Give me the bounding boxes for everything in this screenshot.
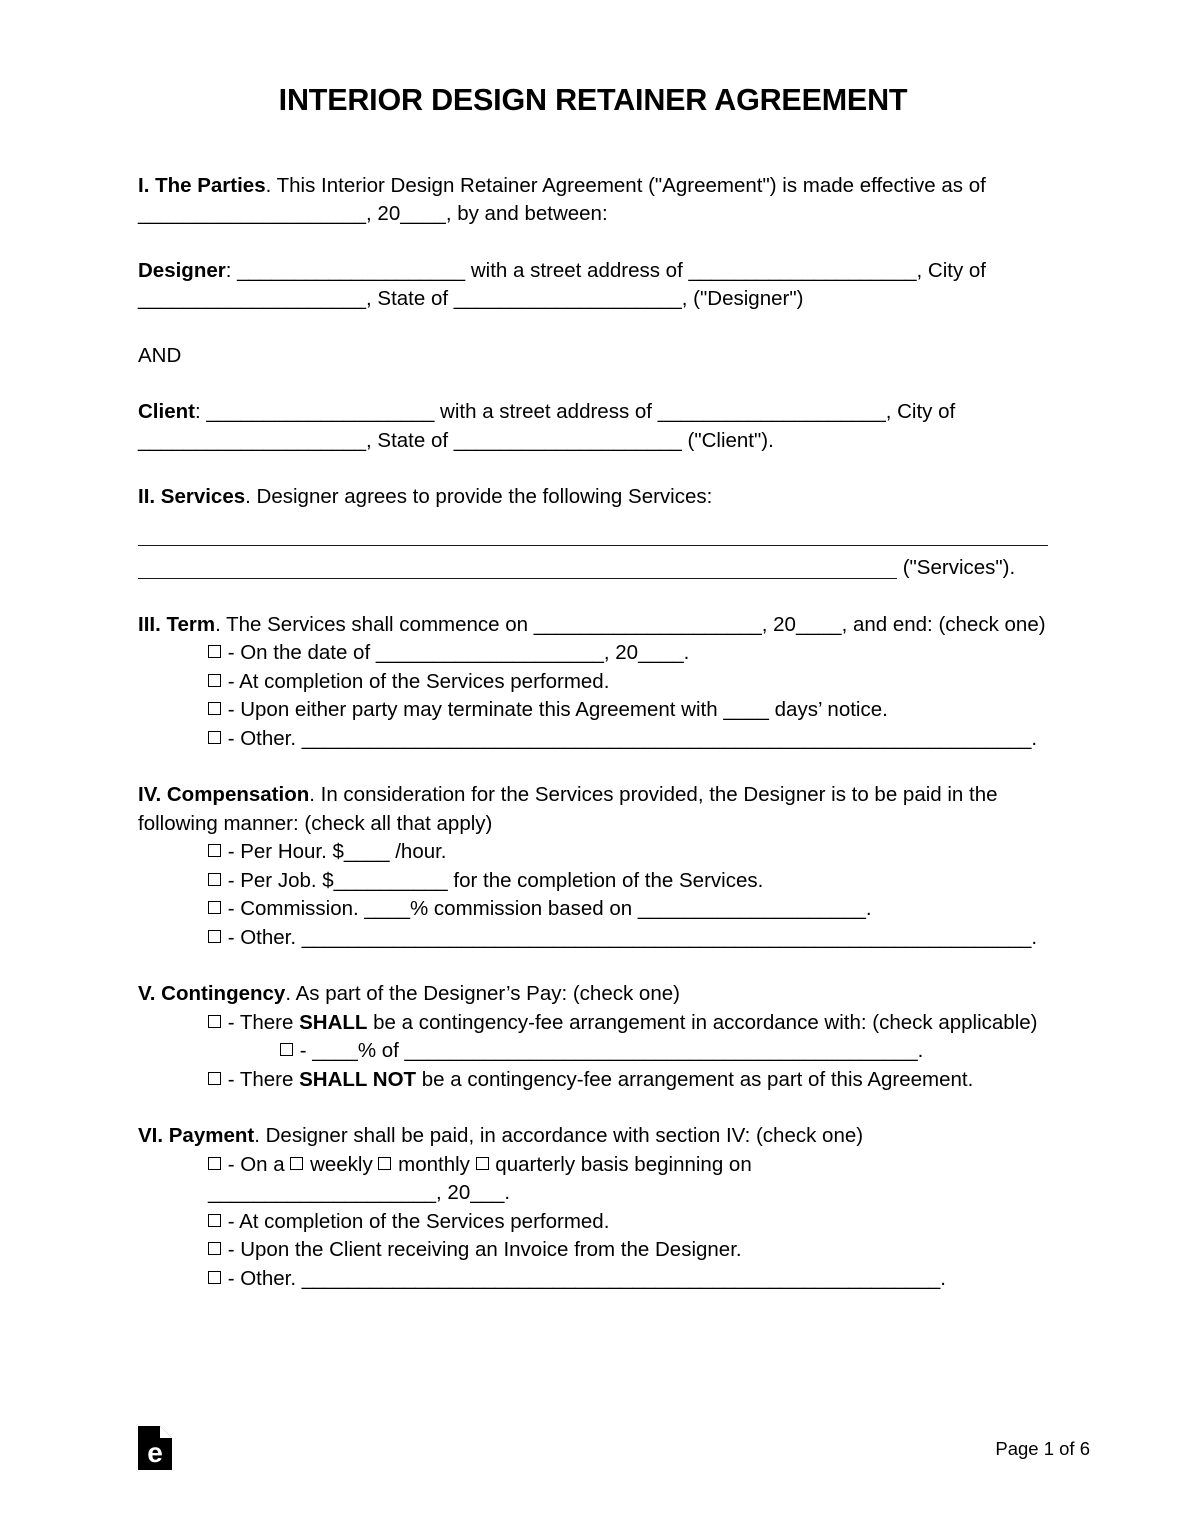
- contingency-intro-text: . As part of the Designer’s Pay: (check one): [285, 982, 680, 1006]
- payment-option-1[interactable]: [138, 1151, 1048, 1180]
- contingency-shallnot-pre: - There: [227, 1067, 300, 1091]
- services-suffix: ("Services").: [897, 556, 1016, 580]
- term-intro-text: . The Services shall commence on ____________________, 20____, and end: (check one): [215, 612, 1046, 636]
- eforms-logo-icon: [138, 1426, 172, 1470]
- section-term: [138, 611, 1048, 640]
- checkbox-icon-monthly[interactable]: [378, 1157, 391, 1170]
- designer-label: Designer: [138, 258, 226, 282]
- client-fields-text: : ____________________ with a street address of ____________________, City of ____________________, State of ____________________ ("Client").: [138, 400, 956, 452]
- contingency-sub-option-label: - ____% of _____________________________________________.: [299, 1039, 924, 1063]
- checkbox-icon-weekly[interactable]: [290, 1157, 303, 1170]
- services-blank-line-1: [138, 526, 1048, 555]
- parties-body-text: . This Interior Design Retainer Agreement ("Agreement") is made effective as of ____________________, 20____, by and between:: [138, 173, 986, 226]
- page-number: Page 1 of 6: [995, 1438, 1090, 1459]
- compensation-option-1[interactable]: [138, 838, 1048, 867]
- compensation-option-1-label: - Per Hour. $____ /hour.: [227, 840, 447, 864]
- payment-option-1-lead: - On a: [227, 1152, 291, 1176]
- term-option-2[interactable]: [138, 668, 1048, 697]
- checkbox-icon[interactable]: [208, 1072, 221, 1085]
- contingency-option-shall[interactable]: [138, 1009, 1048, 1038]
- document-body: [138, 0, 1048, 1293]
- checkbox-icon[interactable]: [208, 1214, 221, 1227]
- checkbox-icon[interactable]: [208, 901, 221, 914]
- designer-fields-text: : ____________________ with a street address of ____________________, City of ____________________, State of ____________________, ("Designer"): [138, 258, 986, 311]
- contingency-shallnot-emphasis: SHALL NOT: [299, 1067, 417, 1091]
- svg-text:e: e: [147, 1437, 163, 1468]
- section-heading-services: II. Services: [138, 485, 246, 509]
- section-heading-compensation: IV. Compensation: [138, 783, 310, 807]
- checkbox-icon[interactable]: [208, 1015, 221, 1028]
- payment-option-3-label: - Upon the Client receiving an Invoice from the Designer.: [227, 1238, 742, 1262]
- checkbox-icon[interactable]: [208, 930, 221, 943]
- payment-quarterly-label: quarterly basis beginning on: [489, 1152, 752, 1176]
- contingency-sub-option[interactable]: [138, 1037, 1048, 1066]
- section-services: [138, 483, 1048, 512]
- section-heading-payment: VI. Payment: [138, 1124, 255, 1148]
- compensation-intro-text: . In consideration for the Services provided, the Designer is to be paid in the following manner: (check all that apply): [138, 783, 998, 835]
- checkbox-icon[interactable]: [208, 731, 221, 744]
- section-compensation: [138, 781, 1048, 838]
- services-rule-1: [138, 545, 1048, 546]
- payment-option-1-continuation: ____________________, 20___.: [208, 1181, 511, 1205]
- term-option-1[interactable]: [138, 639, 1048, 668]
- payment-option-2[interactable]: [138, 1208, 1048, 1237]
- checkbox-icon[interactable]: [208, 873, 221, 886]
- services-blank-line-2: [138, 554, 1048, 583]
- compensation-option-2-label: - Per Job. $__________ for the completion of the Services.: [227, 868, 764, 892]
- compensation-option-4-label: - Other. ________________________________________________________________.: [227, 925, 1038, 949]
- section-heading-term: III. Term: [138, 612, 216, 636]
- contingency-shall-pre: - There: [227, 1010, 300, 1034]
- section-payment: [138, 1122, 1048, 1151]
- payment-option-4-label: - Other. ________________________________________________________.: [227, 1266, 946, 1290]
- payment-monthly-label: monthly: [392, 1152, 476, 1176]
- checkbox-icon-quarterly[interactable]: [476, 1157, 489, 1170]
- page-footer: [138, 1426, 1090, 1496]
- checkbox-icon[interactable]: [208, 1242, 221, 1255]
- payment-option-2-label: - At completion of the Services performed.: [227, 1209, 610, 1233]
- services-rule-2: [138, 578, 897, 579]
- compensation-option-2[interactable]: [138, 867, 1048, 896]
- compensation-option-3-label: - Commission. ____% commission based on ____________________.: [227, 897, 872, 921]
- services-intro-text: . Designer agrees to provide the following Services:: [245, 485, 713, 509]
- payment-weekly-label: weekly: [304, 1152, 379, 1176]
- term-option-4-label: - Other. ________________________________________________________________.: [227, 726, 1038, 750]
- checkbox-icon[interactable]: [208, 645, 221, 658]
- checkbox-icon[interactable]: [208, 674, 221, 687]
- checkbox-icon[interactable]: [208, 844, 221, 857]
- checkbox-icon[interactable]: [280, 1043, 293, 1056]
- and-connector: AND: [138, 343, 182, 367]
- section-heading-contingency: V. Contingency: [138, 982, 286, 1006]
- contingency-shall-post: be a contingency-fee arrangement in accordance with: (check applicable): [367, 1010, 1038, 1034]
- contingency-option-shall-not[interactable]: [138, 1066, 1048, 1095]
- term-option-2-label: - At completion of the Services performed.: [227, 669, 610, 693]
- designer-block: [138, 257, 1048, 314]
- payment-option-4[interactable]: [138, 1265, 1048, 1294]
- term-option-3-label: - Upon either party may terminate this Agreement with ____ days’ notice.: [227, 698, 888, 722]
- contingency-shallnot-post: be a contingency-fee arrangement as part of this Agreement.: [416, 1067, 974, 1091]
- payment-intro-text: . Designer shall be paid, in accordance with section IV: (check one): [254, 1124, 864, 1148]
- page-title: INTERIOR DESIGN RETAINER AGREEMENT: [278, 83, 908, 117]
- compensation-option-3[interactable]: [138, 895, 1048, 924]
- checkbox-icon[interactable]: [208, 1271, 221, 1284]
- term-option-1-label: - On the date of ____________________, 20____.: [227, 641, 690, 665]
- section-parties: [138, 172, 1048, 229]
- checkbox-icon[interactable]: [208, 1157, 221, 1170]
- client-block: [138, 398, 1048, 455]
- checkbox-icon[interactable]: [208, 702, 221, 715]
- section-contingency: [138, 980, 1048, 1009]
- payment-option-3[interactable]: [138, 1236, 1048, 1265]
- client-label: Client: [138, 400, 195, 424]
- term-option-3[interactable]: [138, 696, 1048, 725]
- compensation-option-4[interactable]: [138, 924, 1048, 953]
- contingency-shall-emphasis: SHALL: [299, 1010, 368, 1034]
- section-heading-parties: I. The Parties: [138, 173, 266, 197]
- term-option-4[interactable]: [138, 725, 1048, 754]
